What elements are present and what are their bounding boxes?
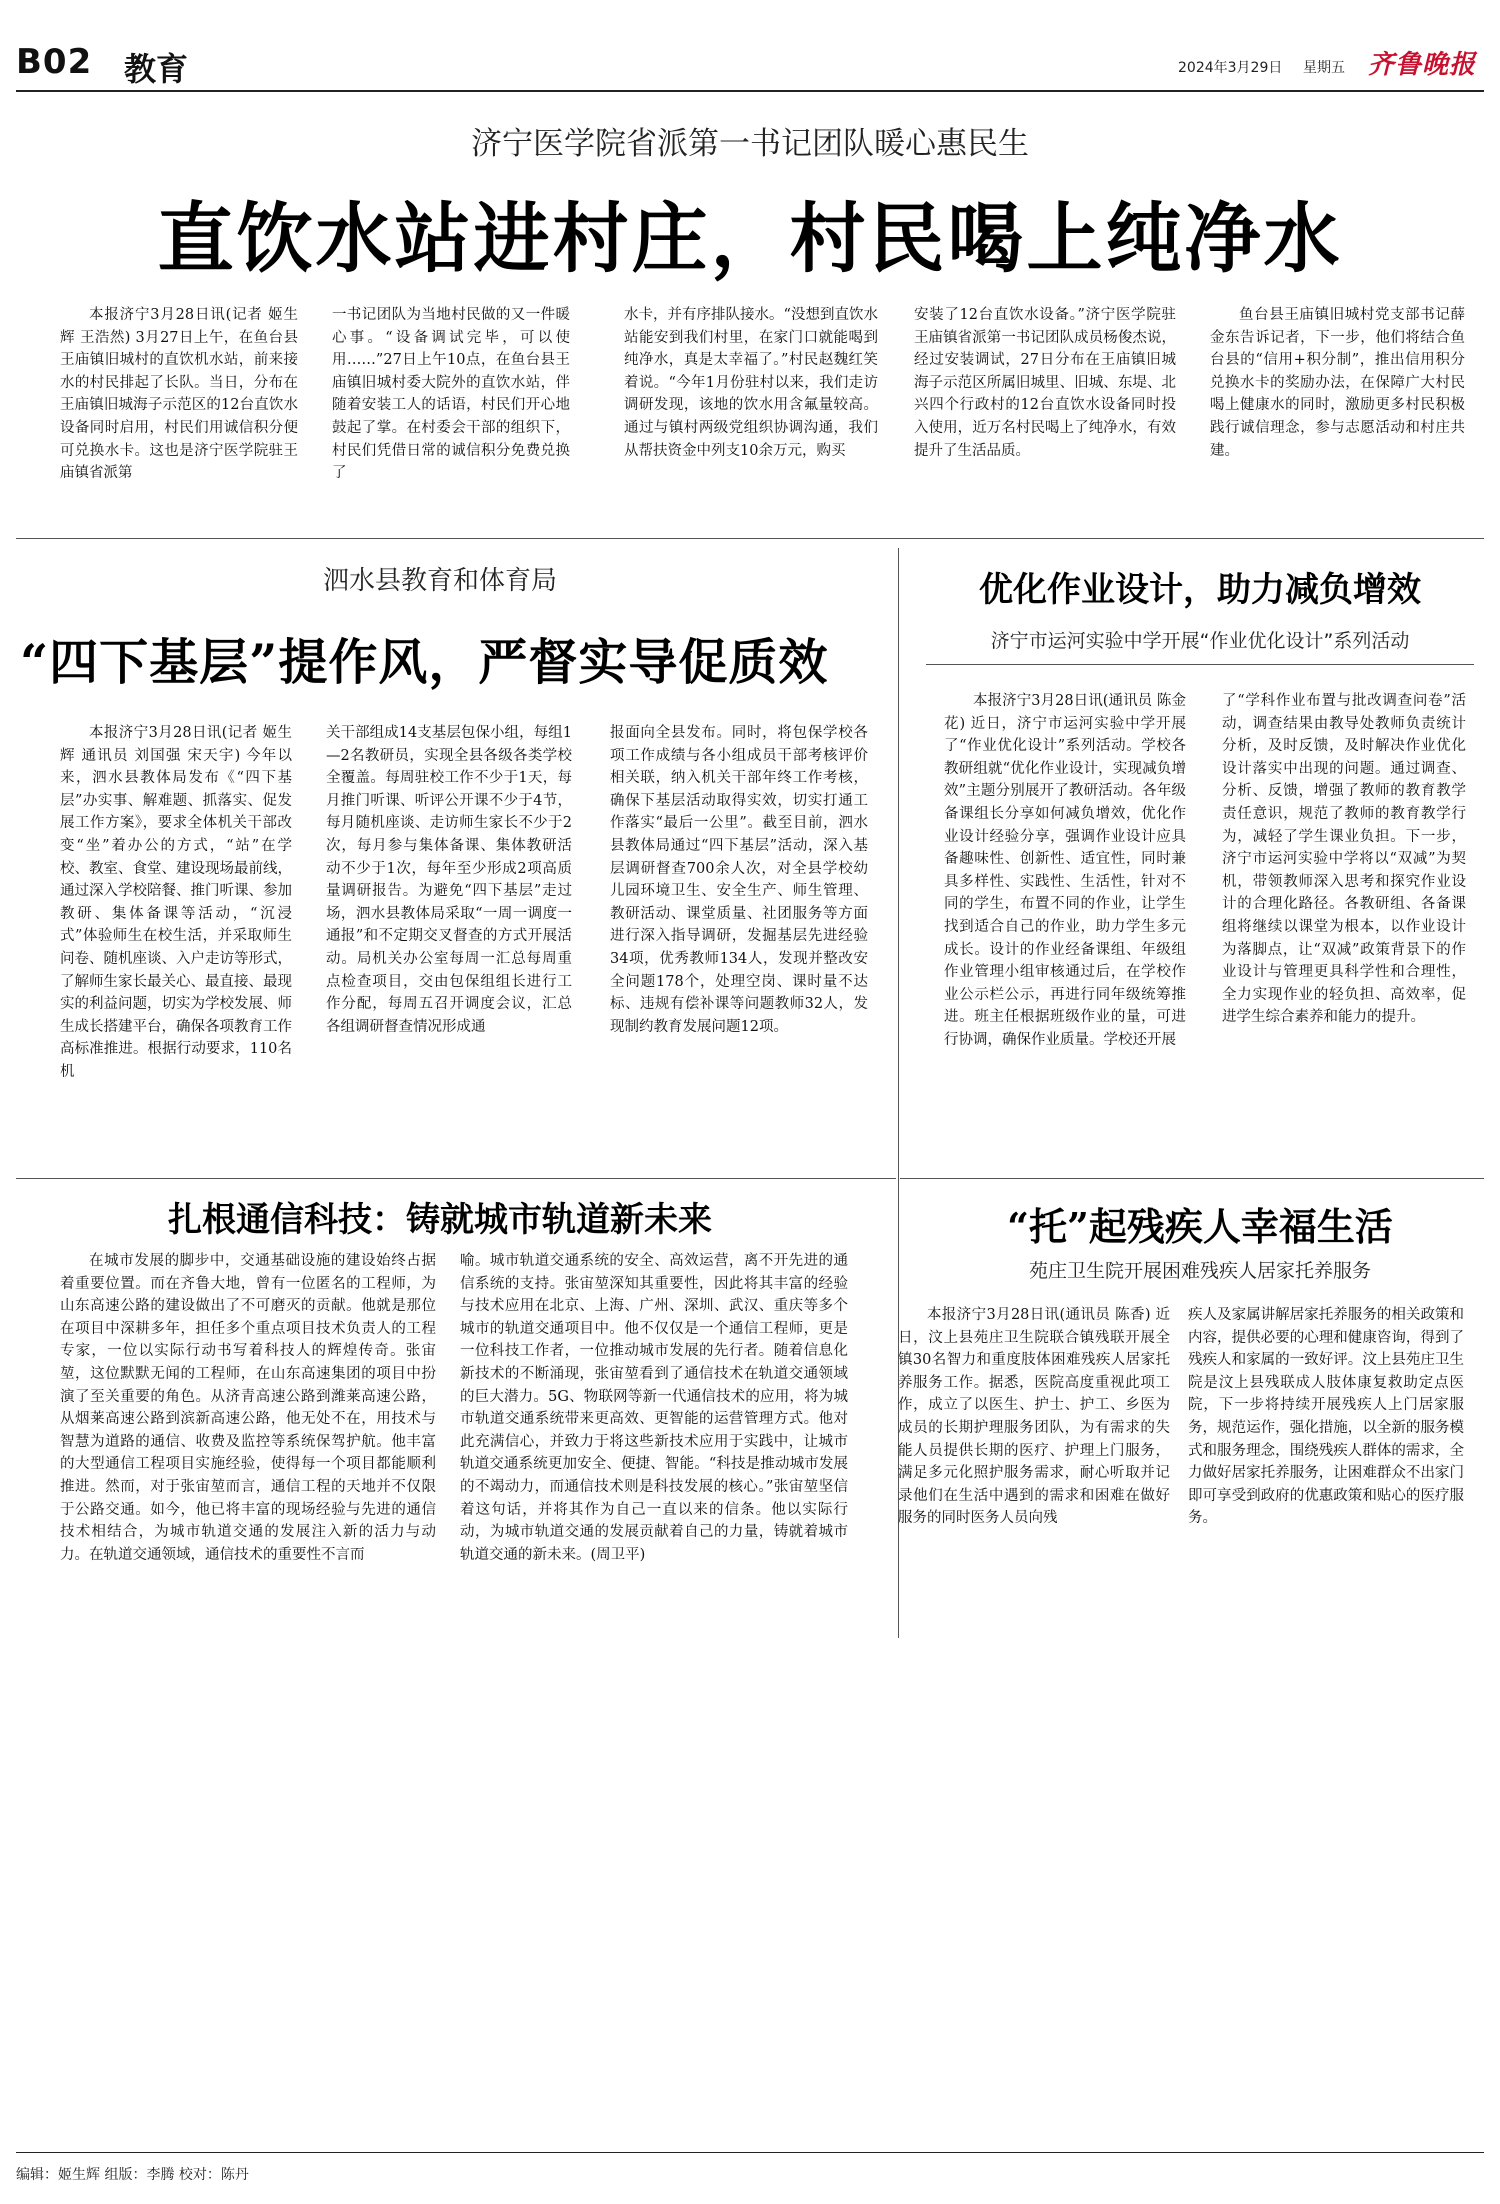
article2-title: “四下基层”提作风，严督实导促质效 [20,633,829,691]
header-rule [16,90,1484,92]
article4-col1: 在城市发展的脚步中，交通基础设施的建设始终占据着重要位置。而在齐鲁大地，曾有一位匿名的工程师，为山东高速公路的建设做出了不可磨灭的贡献。他就是那位在项目中深耕多年，担任多个重点项目技术负责人的工程专家，一位以实际行动书写着科技人的辉煌传奇。张宙堃，这位默默无闻的工程师，在山东高速集团的项目中扮演了至关重要的角色。从济青高速公路到潍莱高速公路，从烟莱高速公路到滨新高速公路，他无处不在，用技术与智慧为道路的通信、收费及监控等系统保驾护航。他丰富的大型通信工程项目实施经验，使得每一个项目都能顺利推进。然而，对于张宙堃而言，通信工程的天地并不仅限于公路交通。如今，他已将丰富的现场经验与先进的通信技术相结合，为城市轨道交通的发展注入新的活力与动力。在轨道交通领域，通信技术的重要性不言而 [60,1253,436,1563]
article2-kicker: 泗水县教育和体育局 [322,566,557,596]
article1-col4: 安装了12台直饮水设备。”济宁医学院驻王庙镇省派第一书记团队成员杨俊杰说，经过安装调试，27日分布在王庙镇旧城海子示范区所属旧城里、旧城、东堤、北兴四个行政村的12台直饮水设备同时投入使用，近万名村民喝上了纯净水，有效提升了生活品质。 [914,307,1176,459]
article5-col2: 疾人及家属讲解居家托养服务的相关政策和内容，提供必要的心理和健康咨询，得到了残疾人和家属的一致好评。汶上县苑庄卫生院是汶上县残联成人肢体康复救助定点医院，下一步将持续开展残疾人上门居家服务，规范运作，强化措施，以全新的服务模式和服务理念，围绕残疾人群体的需求，全力做好居家托养服务，让困难群众不出家门即可享受到政府的优惠政策和贴心的医疗服务。 [1188,1307,1464,1527]
article3-subtitle: 济宁市运河实验中学开展“作业优化设计”系列活动 [990,630,1410,652]
newspaper-logo: 齐鲁晚报 [1368,50,1477,80]
article1-col1: 本报济宁3月28日讯(记者 姬生辉 王浩然) 3月27日上午，在鱼台县王庙镇旧城村的直饮机水站，前来接水的村民排起了长队。当日，分布在王庙镇旧城海子示范区的12台直饮水设备同时启用，村民们用诚信积分便可兑换水卡。这也是济宁医学院驻王庙镇省派第 [60,307,298,482]
footer-credits: 编辑：姬生辉 组版：李腾 校对：陈丹 [16,2167,249,2183]
section-name: 教育 [124,50,189,88]
footer-rule [16,2152,1484,2153]
article4-col2: 喻。城市轨道交通系统的安全、高效运营，离不开先进的通信系统的支持。张宙堃深知其重要性，因此将其丰富的经验与技术应用在北京、上海、广州、深圳、武汉、重庆等多个城市的轨道交通项目中。他不仅仅是一个通信工程师，更是一位科技工作者，一位推动城市发展的先行者。随着信息化新技术的不断涌现，张宙堃看到了通信技术在轨道交通领域的巨大潜力。5G、物联网等新一代通信技术的应用，将为城市轨道交通系统带来更高效、更智能的运营管理方式。他对此充满信心，并致力于将这些新技术应用于实践中，让城市轨道交通系统更加安全、便捷、智能。“科技是推动城市发展的不竭动力，而通信技术则是科技发展的核心。”张宙堃坚信着这句话，并将其作为自己一直以来的信条。他以实际行动，为城市轨道交通的发展贡献着自己的力量，铸就着城市轨道交通的新未来。(周卫平) [460,1253,848,1563]
article3-subtitle-rule [926,664,1474,665]
divider-3 [900,1178,1484,1179]
issue-date: 2024年3月29日 [1178,60,1283,76]
issue-weekday: 星期五 [1303,60,1345,76]
article1-title: 直饮水站进村庄，村民喝上纯净水 [157,194,1343,283]
divider-1 [16,538,1484,539]
article3-col1: 本报济宁3月28日讯(通讯员 陈金花) 近日，济宁市运河实验中学开展了“作业优化设计”系列活动。学校各教研组就“优化作业设计，实现减负增效”主题分别展开了教研活动。各年级备课组长分享如何减负增效，优化作业设计经验分享，强调作业设计应具备趣味性、创新性、适宜性，同时兼具多样性、实践性、生活性，针对不同的学生，布置不同的作业，让学生找到适合自己的作业，助力学生多元成长。设计的作业经备课组、年级组作业管理小组审核通过后，在学校作业公示栏公示，再进行同年级统筹推进。班主任根据班级作业的量，可进行协调，确保作业质量。学校还开展 [944,693,1186,1048]
article4-title: 扎根通信科技：铸就城市轨道新未来 [168,1200,712,1240]
article1-kicker: 济宁医学院省派第一书记团队暖心惠民生 [471,126,1029,162]
page-number: B02 [16,42,93,82]
article1-col2: 一书记团队为当地村民做的又一件暖心事。“设备调试完毕，可以使用……”27日上午10点，在鱼台县王庙镇旧城村委大院外的直饮水站，伴随着安装工人的话语，村民们开心地鼓起了掌。在村委会干部的组织下，村民们凭借日常的诚信积分免费兑换了 [332,307,570,482]
article3-title: 优化作业设计，助力减负增效 [979,570,1421,610]
article5-col1: 本报济宁3月28日讯(通讯员 陈香) 近日，汶上县苑庄卫生院联合镇残联开展全镇30名智力和重度肢体困难残疾人居家托养服务工作。据悉，医院高度重视此项工作，成立了以医生、护士、护工、乡医为成员的长期护理服务团队，为有需求的失能人员提供长期的医疗、护理上门服务，满足多元化照护服务需求，耐心听取并记录他们在生活中遇到的需求和困难在做好服务的同时医务人员向残 [898,1307,1170,1527]
article1-col5: 鱼台县王庙镇旧城村党支部书记薛金东告诉记者，下一步，他们将结合鱼台县的“信用+积分制”，推出信用积分兑换水卡的奖励办法，在保障广大村民喝上健康水的同时，激励更多村民积极践行诚信理念，参与志愿活动和村庄共建。 [1210,307,1465,459]
article2-col1: 本报济宁3月28日讯(记者 姬生辉 通讯员 刘国强 宋天宇) 今年以来，泗水县教体局发布《“四下基层”办实事、解难题、抓落实、促发展工作方案》，要求全体机关干部改变“坐”着办公的方式，“站”在学校、教室、食堂、建设现场最前线，通过深入学校陪餐、推门听课、参加教研、集体备课等活动，“沉浸式”体验师生在校生活，并采取师生问卷、随机座谈、入户走访等形式，了解师生家长最关心、最直接、最现实的利益问题，切实为学校发展、师生成长搭建平台，确保各项教育工作高标准推进。根据行动要求，110名机 [60,725,292,1080]
article5-title: “托”起残疾人幸福生活 [1007,1204,1393,1249]
divider-2 [16,1178,896,1179]
article2-col2: 关干部组成14支基层包保小组，每组1—2名教研员，实现全县各级各类学校全覆盖。每周驻校工作不少于1天，每月推门听课、听评公开课不少于4节，每月随机座谈、走访师生家长不少于2次，每月参与集体备课、集体教研活动不少于1次，每年至少形成2项高质量调研报告。为避免“四下基层”走过场，泗水县教体局采取“一周一调度一通报”和不定期交叉督查的方式开展活动。局机关办公室每周一汇总每周重点检查项目，交由包保组组长进行工作分配，每周五召开调度会议，汇总各组调研督查情况形成通 [326,725,572,1035]
article3-col2: 了“学科作业布置与批改调查问卷”活动，调查结果由教导处教师负责统计分析，及时反馈，及时解决作业优化设计落实中出现的问题。通过调查、分析、反馈，增强了教师的教育教学责任意识，规范了教师的教育教学行为，减轻了学生课业负担。下一步，济宁市运河实验中学将以“双减”为契机，带领教师深入思考和探究作业设计的合理化路径。各教研组、各备课组将继续以课堂为根本，以作业设计为落脚点，让“双减”政策背景下的作业设计与管理更具科学性和合理性，全力实现作业的轻负担、高效率，促进学生综合素养和能力的提升。 [1222,693,1466,1026]
article2-col3: 报面向全县发布。同时，将包保学校各项工作成绩与各小组成员干部考核评价相关联，纳入机关干部年终工作考核，确保下基层活动取得实效，切实打通工作落实“最后一公里”。截至目前，泗水县教体局通过“四下基层”活动，深入基层调研督查700余人次，对全县学校幼儿园环境卫生、安全生产、师生管理、教研活动、课堂质量、社团服务等方面进行深入指导调研，发掘基层先进经验34项，优秀教师134人，发现并整改安全问题178个，处理空岗、课时量不达标、违规有偿补课等问题教师32人，发现制约教育发展问题12项。 [610,725,868,1035]
article1-col3: 水卡，并有序排队接水。“没想到直饮水站能安到我们村里，在家门口就能喝到纯净水，真是太幸福了。”村民赵魏红笑着说。“今年1月份驻村以来，我们走访调研发现，该地的饮水用含氟量较高。通过与镇村两级党组织协调沟通，我们从帮扶资金中列支10余万元，购买 [624,307,878,459]
article5-subtitle: 苑庄卫生院开展困难残疾人居家托养服务 [1028,1260,1371,1282]
